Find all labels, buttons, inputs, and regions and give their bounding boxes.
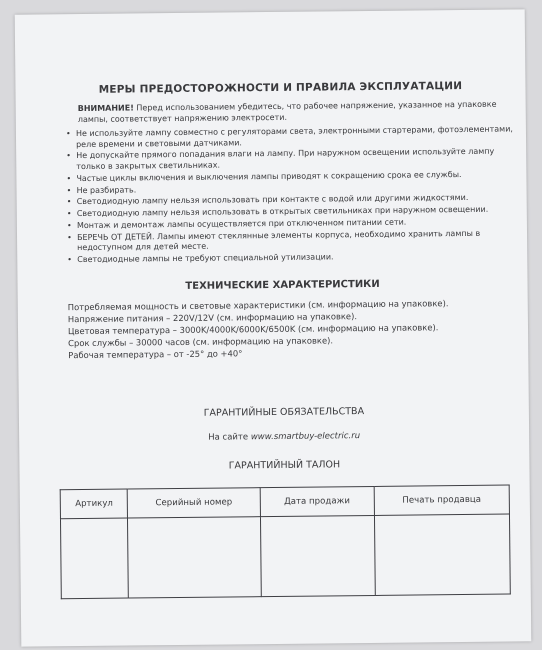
site-url: www.smartbuy-electric.ru [250, 431, 361, 443]
precautions-title: МЕРЫ ПРЕДОСТОРОЖНОСТИ И ПРАВИЛА ЭКСПЛУАТАЦИИ [98, 80, 463, 96]
list-item: • Светодиодную лампу нельзя использовать в открытых светильниках при наружном освещении. [67, 205, 515, 220]
specs-title: ТЕХНИЧЕСКИЕ ХАРАКТЕРИСТИКИ [185, 278, 380, 292]
list-item: • Монтаж и демонтаж лампы осуществляется при отключенном питании сети. [67, 216, 515, 231]
list-item: • Светодиодные лампы не требуют специальной утилизации. [67, 250, 515, 265]
table-cell [374, 514, 510, 595]
warning-text: Перед использованием убедитесь, что рабочее напряжение, указанное на упаковке лампы, соответствует напряжению электросети. [77, 99, 497, 124]
list-item: • Светодиодную лампу нельзя использовать при контакте с водой или другими жидкостями. [67, 193, 515, 208]
warranty-title: ГАРАНТИЙНЫЕ ОБЯЗАТЕЛЬСТВА [203, 406, 365, 419]
instruction-sheet [15, 9, 532, 646]
spec-line: Рабочая температура – от -25° до +40° [68, 348, 243, 361]
column-header-serial: Серийный номер [128, 488, 260, 518]
table-cell [260, 515, 375, 596]
warranty-coupon-table [60, 485, 511, 600]
column-header-sale-date: Дата продажи [260, 486, 374, 516]
precautions-list [66, 124, 515, 266]
list-item: • БЕРЕЧЬ ОТ ДЕТЕЙ. Лампы имеют стеклянные элементы корпуса, необходимо хранить лампы в недоступном для детей месте. [67, 228, 515, 254]
list-item: • Частые циклы включения и выключения лампы приводят к сокращению срока ее службы. [66, 169, 514, 184]
warranty-site [49, 429, 519, 444]
coupon-title: ГАРАНТИЙНЫЙ ТАЛОН [228, 459, 341, 472]
column-header-seller-stamp: Печать продавца [374, 485, 510, 515]
list-item: • Не используйте лампу совместно с регуляторами света, электронными стартерами, фотоэлементами, реле времени и световыми датчиками. [66, 124, 514, 150]
spec-line: Срок службы – 30000 часов (см. информацию на упаковке). [68, 335, 334, 349]
site-prefix: На сайте [208, 432, 251, 443]
list-item: • Не разбирать. [66, 181, 514, 196]
table-cell [128, 517, 261, 598]
spec-line: Цветовая температура – 3000K/4000K/6000K/6500K (см. информацию на упаковке). [67, 322, 439, 337]
spec-line: Потребляемая мощность и световые характеристики (см. информацию на упаковке). [67, 298, 449, 313]
warning-label: ВНИМАНИЕ! [77, 103, 134, 114]
table-cell [60, 518, 128, 599]
list-item: • Не допускайте прямого попадания влаги на лампу. При наружном освещении используйте лампу только в закрытых светильниках. [66, 147, 514, 173]
warning-paragraph [78, 100, 508, 126]
column-header-article: Артикул [60, 489, 128, 519]
specs-list [68, 297, 509, 362]
spec-line: Напряжение питания – 220V/12V (см. информацию на упаковке). [67, 311, 358, 325]
